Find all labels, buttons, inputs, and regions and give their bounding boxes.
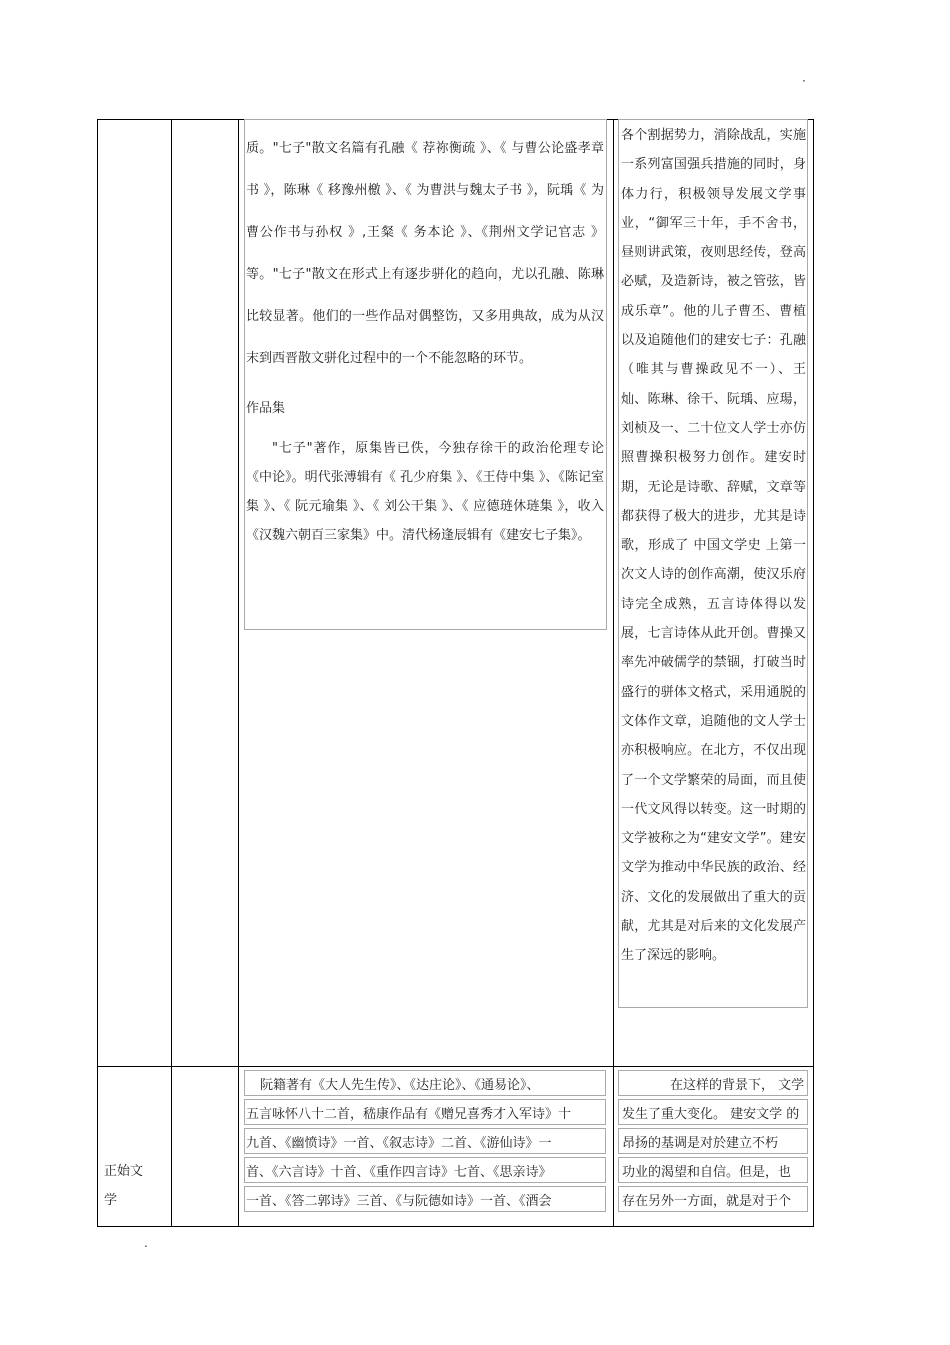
content-table	[97, 119, 814, 1227]
text-line: 五言咏怀八十二首，嵇康作品有《赠兄喜秀才入军诗》十	[246, 1107, 572, 1122]
text-line: 功业的渴望和自信。但是，也	[622, 1165, 792, 1180]
paragraph: 各个割据势力，消除战乱，实施一系列富国强兵措施的同时，身体力行，积极领导发展文学事业，“御军三十年，手不舍书，昼则讲武策，夜则思经传，登高必赋，及造新诗，被之管弦，皆成乐章”。他的儿子曹丕、曹植以及追随他们的建安七子：孔融（唯其与曹操政见不一）、王灿、陈琳、徐干、阮瑀、应瑒，刘桢及一、二十位文人学士亦仿照曹操积极努力创作。建安时期，无论是诗歌、辞赋，文章等都获得了极大的进步，尤其是诗歌，形成了 中国文学史 上第一次文人诗的创作高潮，使汉乐府诗完全成熟，五言诗体得以发展，七言诗体从此开创。曹操又率先冲破儒学的禁锢，打破当时盛行的骈体文格式，采用通脱的文体作文章，追随他的文人学士亦积极响应。在北方，不仅出现了一个文学繁荣的局面，而且使一代文风得以转变。这一时期的文学被称之为“建安文学”。建安文学为推动中华民族的政治、经济、文化的发展做出了重大的贡献，尤其是对后来的文化发展产生了深远的影响。	[621, 128, 806, 964]
paragraph: 质。"七子"散文名篇有孔融《 荐祢衡疏 》、《 与曹公论盛孝章书 》，陈琳《 移豫州檄 》、《 为曹洪与魏太子书 》，阮瑀《 为曹公作书与孙权 》,王粲《 务本论 》、《荆州文学记官志 》等。"七子"散文在形式上有逐步骈化的趋向，尤以孔融、陈琳比较显著。他们的一些作品对偶整饬，又多用典故，成为从汉末到西晋散文骈化过程中的一个不能忽略的环节。	[246, 141, 604, 366]
text-line: 一首、《答二郭诗》三首、《与阮德如诗》一首、《酒会	[246, 1194, 552, 1209]
text-line: 阮籍著有《大人先生传》、《达庄论》、《通易论》、	[260, 1078, 540, 1093]
middle-cell-text	[246, 128, 604, 550]
row-divider	[98, 1066, 813, 1067]
column-divider	[613, 120, 614, 1226]
text-line: 首、《六言诗》十首、《重作四言诗》七首、《思亲诗》	[246, 1165, 552, 1180]
row-label	[104, 1157, 143, 1215]
corner-mark: ·	[802, 74, 806, 88]
paragraph: "七子"著作，原集皆已佚，今独存徐干的政治伦理专论《中论》。明代张溥辑有《 孔少府集 》、《王侍中集 》、《陈记室集 》、《 阮元瑜集 》、《 刘公干集 》、《 应德琏休琏集 》，收入《汉魏六朝百三家集》中。清代杨逢辰辑有《建安七子集》。	[246, 441, 604, 543]
section-heading: 作品集	[246, 401, 286, 416]
corner-mark: .	[144, 1236, 148, 1250]
right-cell-text	[621, 121, 806, 971]
text-line: 昂扬的基调是对於建立不朽	[622, 1136, 779, 1151]
row-label-line: 正始文	[104, 1164, 144, 1179]
text-line: 发生了重大变化。 建安文学 的	[622, 1107, 800, 1122]
row-label-line: 学	[104, 1193, 118, 1208]
column-divider	[171, 120, 172, 1226]
column-divider	[238, 120, 239, 1226]
text-line: 在这样的背景下， 文学	[670, 1078, 805, 1093]
text-line: 九首、《幽愤诗》一首、《叙志诗》二首、《游仙诗》一	[246, 1136, 552, 1151]
text-line: 存在另外一方面，就是对于个	[622, 1194, 792, 1209]
